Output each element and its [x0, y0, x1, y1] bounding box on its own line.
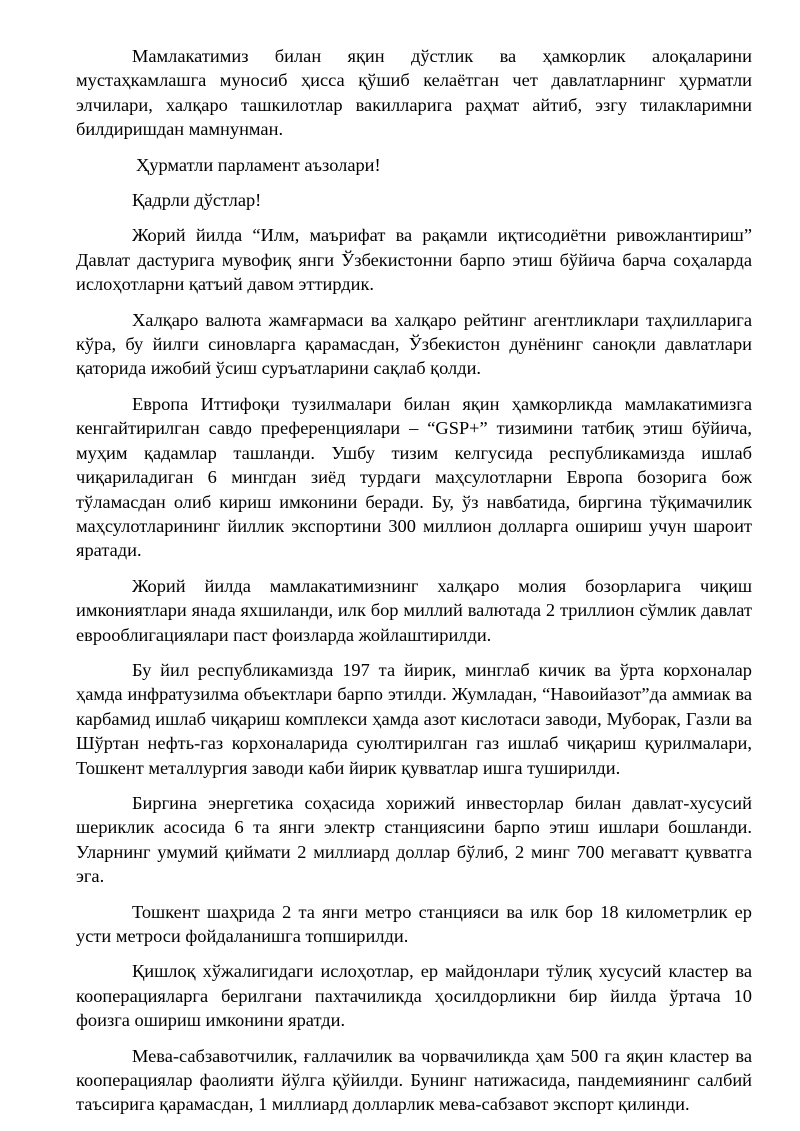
paragraph-state-program: Жорий йилда “Илм, маърифат ва рақамли иқтисодиётни ривожлантириш” Давлат дастурига мувофиқ янги Ўзбекистонни барпо этиш бўйича барча соҳаларда ислоҳотларни қатъий давом эттирдик.	[76, 225, 752, 295]
paragraph-enterprises: Бу йил республикамизда 197 та йирик, минглаб кичик ва ўрта корхоналар ҳамда инфратузилма объектлари барпо этилди. Жумладан, “Навоийазот”да аммиак ва карбамид ишлаб чиқариш комплекси ҳамда азот кислотаси заводи, Муборак, Газли ва Шўртан нефть-газ корхоналарида суюлтирилган газ ишлаб чиқариш қурилмалари, Тошкент металлургия заводи каби йирик қувватлар ишга туширилди.	[76, 659, 752, 778]
paragraph-agriculture: Қишлоқ хўжалигидаги ислоҳотлар, ер майдонлари тўлиқ хусусий кластер ва кооперацияларга берилгани пахтачиликда ҳосилдорликни бир йилда ўртача 10 фоизга ошириш имконини яратди.	[76, 961, 752, 1031]
paragraph-imf-ratings: Халқаро валюта жамғармаси ва халқаро рейтинг агентликлари таҳлилларига кўра, бу йилги синовларга қарамасдан, Ўзбекистон дунёнинг саноқли давлатлари қаторида ижобий ўсиш суръатларини сақлаб қолди.	[76, 309, 752, 379]
paragraph-energy: Биргина энергетика соҳасида хорижий инвесторлар билан давлат-хусусий шериклик асосида 6 та янги электр станциясини барпо этиш ишлари бошланди. Уларнинг умумий қиймати 2 миллиард доллар бўлиб, 2 минг 700 мегаватт қувватга эга.	[76, 792, 752, 887]
paragraph-horticulture: Мева-сабзавотчилик, ғаллачилик ва чорвачиликда ҳам 500 га яқин кластер ва кооперациялар фаолияти йўлга қўйилди. Бунинг натижасида, пандемиянинг салбий таъсирига қарамасдан, 1 миллиард долларлик мева-сабзавот экспорт қилинди.	[76, 1045, 752, 1115]
paragraph-greeting-parliament: Ҳурматли парламент аъзолари!	[136, 154, 381, 175]
document-page	[76, 44, 752, 1128]
paragraph-metro: Тошкент шаҳрида 2 та янги метро станцияси ва илк бор 18 километрлик ер усти метроси фойдаланишга топширилди.	[76, 901, 752, 946]
paragraph-greeting-friends: Қадрли дўстлар!	[132, 190, 262, 211]
paragraph-thanks-ambassadors: Мамлакатимиз билан яқин дўстлик ва ҳамкорлик алоқаларини мустаҳкамлашга муносиб ҳисса қўшиб келаётган чет давлатларнинг ҳурматли элчилари, халқаро ташкилотлар вакилларига раҳмат айтиб, эзгу тилакларимни билдиришдан мамнунман.	[76, 46, 752, 140]
paragraph-gsp-plus: Европа Иттифоқи тузилмалари билан яқин ҳамкорликда мамлакатимизга кенгайтирилган савдо преференциялари – “GSP+” тизимини татбиқ этиш бўйича, муҳим қадамлар ташланди. Ушбу тизим келгусида республикамизда ишлаб чиқариладиган 6 мингдан зиёд турдаги маҳсулотларни Европа бозорига бож тўламасдан олиб кириш имконини беради. Бу, ўз навбатида, биргина тўқимачилик маҳсулотларининг йиллик экспортини 300 миллион долларга ошириш учун шароит яратади.	[76, 393, 752, 561]
paragraph-eurobonds: Жорий йилда мамлакатимизнинг халқаро молия бозорларига чиқиш имкониятлари янада яхшиланди, илк бор миллий валютада 2 триллион сўмлик давлат еврооблигациялари паст фоизларда жойлаштирилди.	[76, 575, 752, 645]
